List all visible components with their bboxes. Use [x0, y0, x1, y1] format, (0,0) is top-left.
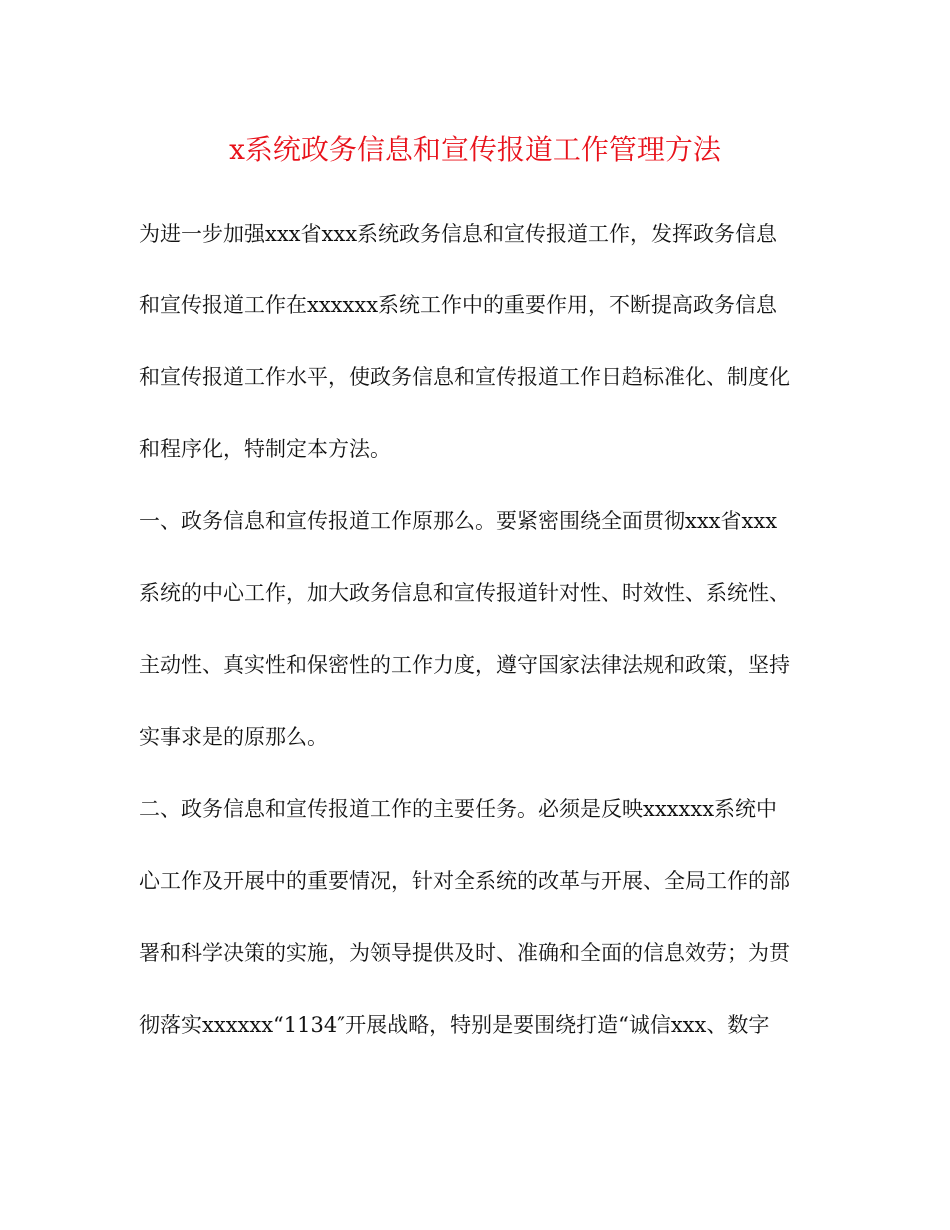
body-text-line: 为进一步加强xxx省xxx系统政务信息和宣传报道工作，发挥政务信息	[139, 222, 778, 246]
body-text-line: 一、政务信息和宣传报道工作原那么。要紧密围绕全面贯彻xxx省xxx	[139, 509, 778, 533]
body-text-line: 和宣传报道工作在xxxxxx系统工作中的重要作用，不断提高政务信息	[139, 293, 778, 317]
body-text-line: 二、政务信息和宣传报道工作的主要任务。必须是反映xxxxxx系统中	[139, 797, 778, 821]
body-text-line: 系统的中心工作，加大政务信息和宣传报道针对性、时效性、系统性、	[139, 581, 790, 605]
body-text-line: 主动性、真实性和保密性的工作力度，遵守国家法律法规和政策，坚持	[139, 653, 790, 677]
body-text-line: 和宣传报道工作水平，使政务信息和宣传报道工作日趋标准化、制度化	[139, 365, 790, 389]
body-text-line: 实事求是的原那么。	[139, 725, 328, 749]
body-text-line: 心工作及开展中的重要情况，针对全系统的改革与开展、全局工作的部	[139, 869, 790, 893]
body-text-line: 署和科学决策的实施，为领导提供及时、准确和全面的信息效劳；为贯	[139, 941, 790, 965]
document-title: x系统政务信息和宣传报道工作管理方法	[229, 133, 721, 166]
body-text-line: 彻落实xxxxxx“1134″开展战略，特别是要围绕打造“诚信xxx、数字	[139, 1013, 770, 1037]
body-text-line: 和程序化，特制定本方法。	[139, 437, 391, 461]
